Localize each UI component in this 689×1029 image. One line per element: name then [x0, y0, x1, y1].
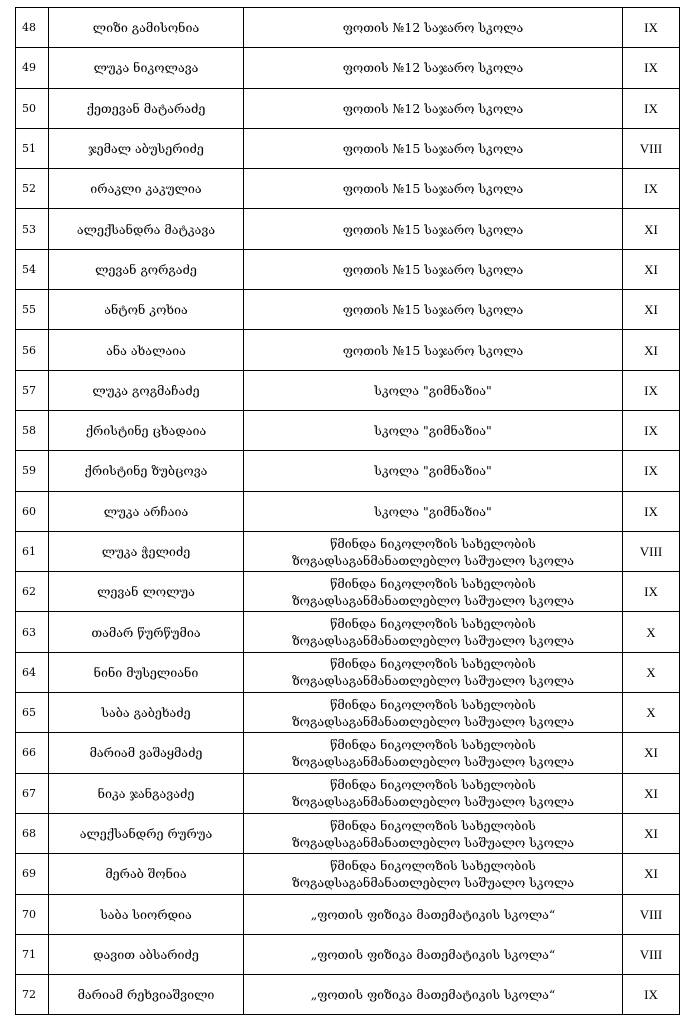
student-name: ლიზი გამისონია — [49, 8, 244, 48]
school-name-line: წმინდა ნიკოლოზის სახელობის — [330, 817, 536, 833]
row-number: 70 — [16, 894, 49, 934]
school-name-line: სკოლა "გიმნაზია" — [374, 503, 492, 519]
table-row — [16, 410, 680, 450]
student-name: ლუკა გოგმაჩაძე — [49, 370, 244, 410]
table-row — [16, 48, 680, 88]
row-number: 59 — [16, 451, 49, 491]
school-name — [244, 128, 623, 168]
student-name: ალექსანდრე რურუა — [49, 813, 244, 853]
table-row — [16, 612, 680, 652]
school-name — [244, 290, 623, 330]
grade: XI — [623, 733, 680, 773]
table-row — [16, 894, 680, 934]
school-name-line: ზოგადსაგანმანათლებლო საშუალო სკოლა — [291, 874, 575, 890]
school-name-line: სკოლა "გიმნაზია" — [374, 423, 492, 439]
table-row — [16, 572, 680, 612]
grade: XI — [623, 249, 680, 289]
row-number: 66 — [16, 733, 49, 773]
row-number: 55 — [16, 290, 49, 330]
grade: IX — [623, 451, 680, 491]
row-number: 53 — [16, 209, 49, 249]
table-row — [16, 169, 680, 209]
school-name-line: წმინდა ნიკოლოზის სახელობის — [330, 696, 536, 712]
school-name-line: ზოგადსაგანმანათლებლო საშუალო სკოლა — [291, 834, 575, 850]
row-number: 68 — [16, 813, 49, 853]
row-number: 63 — [16, 612, 49, 652]
school-name-line: ფოთის №15 საჯარო სკოლა — [342, 221, 524, 237]
school-name-line: ზოგადსაგანმანათლებლო საშუალო სკოლა — [291, 713, 575, 729]
table-row — [16, 693, 680, 733]
student-name: ლუკა ნიკოლავა — [49, 48, 244, 88]
table-row — [16, 491, 680, 531]
grade: VIII — [623, 934, 680, 974]
grade: XI — [623, 773, 680, 813]
grade: IX — [623, 88, 680, 128]
school-name — [244, 209, 623, 249]
table-row — [16, 934, 680, 974]
table-row — [16, 733, 680, 773]
school-name — [244, 652, 623, 692]
school-name — [244, 169, 623, 209]
school-name-line: სკოლა "გიმნაზია" — [374, 382, 492, 398]
school-name — [244, 491, 623, 531]
school-name-line: ზოგადსაგანმანათლებლო საშუალო სკოლა — [291, 753, 575, 769]
row-number: 69 — [16, 854, 49, 894]
student-name: ნინი მუსელიანი — [49, 652, 244, 692]
student-name: თამარ წურწუმია — [49, 612, 244, 652]
table-row — [16, 451, 680, 491]
student-name: ნიკა ჯანგავაძე — [49, 773, 244, 813]
school-name-line: ფოთის №15 საჯარო სკოლა — [342, 342, 524, 358]
grade: IX — [623, 8, 680, 48]
student-name: ლუკა ჭელიძე — [49, 531, 244, 571]
row-number: 49 — [16, 48, 49, 88]
grade: IX — [623, 975, 680, 1015]
school-name-line: ფოთის №12 საჯარო სკოლა — [342, 20, 524, 36]
grade: XI — [623, 330, 680, 370]
table-row — [16, 290, 680, 330]
school-name — [244, 733, 623, 773]
school-name-line: ფოთის №15 საჯარო სკოლა — [342, 302, 524, 318]
school-name — [244, 8, 623, 48]
student-name: ალექსანდრა მატკავა — [49, 209, 244, 249]
school-name — [244, 773, 623, 813]
student-name: დავით აბსარიძე — [49, 934, 244, 974]
student-name: ქეთევან მატარაძე — [49, 88, 244, 128]
row-number: 56 — [16, 330, 49, 370]
table-row — [16, 813, 680, 853]
grade: X — [623, 693, 680, 733]
table-row — [16, 88, 680, 128]
row-number: 58 — [16, 410, 49, 450]
student-name: მერაბ შონია — [49, 854, 244, 894]
grade: IX — [623, 410, 680, 450]
table-body — [16, 8, 680, 1015]
school-name — [244, 48, 623, 88]
grade: X — [623, 612, 680, 652]
school-name — [244, 330, 623, 370]
student-name: ირაკლი კაკულია — [49, 169, 244, 209]
student-name: ჯემალ აბუსერიძე — [49, 128, 244, 168]
grade: IX — [623, 572, 680, 612]
row-number: 61 — [16, 531, 49, 571]
table-row — [16, 209, 680, 249]
school-name-line: სკოლა "გიმნაზია" — [374, 463, 492, 479]
school-name-line: ზოგადსაგანმანათლებლო საშუალო სკოლა — [291, 592, 575, 608]
row-number: 65 — [16, 693, 49, 733]
student-name: ქრისტინე ზუბცოვა — [49, 451, 244, 491]
school-name — [244, 854, 623, 894]
school-name — [244, 693, 623, 733]
row-number: 52 — [16, 169, 49, 209]
school-name — [244, 451, 623, 491]
student-name: ანტონ კოხია — [49, 290, 244, 330]
table-row — [16, 370, 680, 410]
school-name — [244, 975, 623, 1015]
school-name-line: „ფოთის ფიზიკა მათემატიკის სკოლა“ — [310, 987, 556, 1003]
grade: XI — [623, 813, 680, 853]
student-name: მარიამ რეხვიაშვილი — [49, 975, 244, 1015]
table-row — [16, 330, 680, 370]
school-name-line: ზოგადსაგანმანათლებლო საშუალო სკოლა — [291, 673, 575, 689]
school-name-line: წმინდა ნიკოლოზის სახელობის — [330, 777, 536, 793]
row-number: 62 — [16, 572, 49, 612]
school-name-line: წმინდა ნიკოლოზის სახელობის — [330, 535, 536, 551]
row-number: 71 — [16, 934, 49, 974]
row-number: 48 — [16, 8, 49, 48]
participants-table — [15, 7, 680, 1015]
school-name-line: ფოთის №12 საჯარო სკოლა — [342, 60, 524, 76]
grade: VIII — [623, 894, 680, 934]
grade: IX — [623, 48, 680, 88]
student-name: ლევან ლოლუა — [49, 572, 244, 612]
table-row — [16, 249, 680, 289]
table-row — [16, 652, 680, 692]
school-name-line: „ფოთის ფიზიკა მათემატიკის სკოლა“ — [310, 946, 556, 962]
school-name — [244, 894, 623, 934]
school-name-line: ფოთის №15 საჯარო სკოლა — [342, 141, 524, 157]
table-row — [16, 128, 680, 168]
grade: X — [623, 652, 680, 692]
table-row — [16, 854, 680, 894]
school-name — [244, 612, 623, 652]
grade: VIII — [623, 128, 680, 168]
school-name-line: ზოგადსაგანმანათლებლო საშუალო სკოლა — [291, 552, 575, 568]
school-name-line: წმინდა ნიკოლოზის სახელობის — [330, 575, 536, 591]
school-name-line: წმინდა ნიკოლოზის სახელობის — [330, 616, 536, 632]
student-name: მარიამ ვაშაყმაძე — [49, 733, 244, 773]
school-name-line: ფოთის №15 საჯარო სკოლა — [342, 181, 524, 197]
student-name: ქრისტინე ცხადაია — [49, 410, 244, 450]
row-number: 57 — [16, 370, 49, 410]
row-number: 54 — [16, 249, 49, 289]
grade: VIII — [623, 531, 680, 571]
row-number: 67 — [16, 773, 49, 813]
school-name-line: წმინდა ნიკოლოზის სახელობის — [330, 736, 536, 752]
school-name-line: „ფოთის ფიზიკა მათემატიკის სკოლა“ — [310, 906, 556, 922]
school-name-line: ფოთის №15 საჯარო სკოლა — [342, 261, 524, 277]
school-name-line: ზოგადსაგანმანათლებლო საშუალო სკოლა — [291, 633, 575, 649]
student-name: საბა გაბეხაძე — [49, 693, 244, 733]
school-name — [244, 370, 623, 410]
grade: IX — [623, 370, 680, 410]
school-name-line: ზოგადსაგანმანათლებლო საშუალო სკოლა — [291, 794, 575, 810]
row-number: 64 — [16, 652, 49, 692]
row-number: 60 — [16, 491, 49, 531]
table-row — [16, 8, 680, 48]
table-row — [16, 531, 680, 571]
school-name — [244, 88, 623, 128]
school-name — [244, 813, 623, 853]
school-name — [244, 531, 623, 571]
student-name: ლუკა არჩაია — [49, 491, 244, 531]
student-name: ანა ახალაია — [49, 330, 244, 370]
grade: XI — [623, 290, 680, 330]
grade: IX — [623, 169, 680, 209]
school-name — [244, 249, 623, 289]
student-name: საბა სიორდია — [49, 894, 244, 934]
school-name-line: წმინდა ნიკოლოზის სახელობის — [330, 857, 536, 873]
grade: IX — [623, 491, 680, 531]
grade: XI — [623, 854, 680, 894]
school-name — [244, 934, 623, 974]
grade: XI — [623, 209, 680, 249]
table-row — [16, 975, 680, 1015]
row-number: 50 — [16, 88, 49, 128]
table-row — [16, 773, 680, 813]
row-number: 72 — [16, 975, 49, 1015]
student-name: ლევან გორგაძე — [49, 249, 244, 289]
school-name-line: ფოთის №12 საჯარო სკოლა — [342, 100, 524, 116]
row-number: 51 — [16, 128, 49, 168]
school-name-line: წმინდა ნიკოლოზის სახელობის — [330, 656, 536, 672]
school-name — [244, 572, 623, 612]
school-name — [244, 410, 623, 450]
